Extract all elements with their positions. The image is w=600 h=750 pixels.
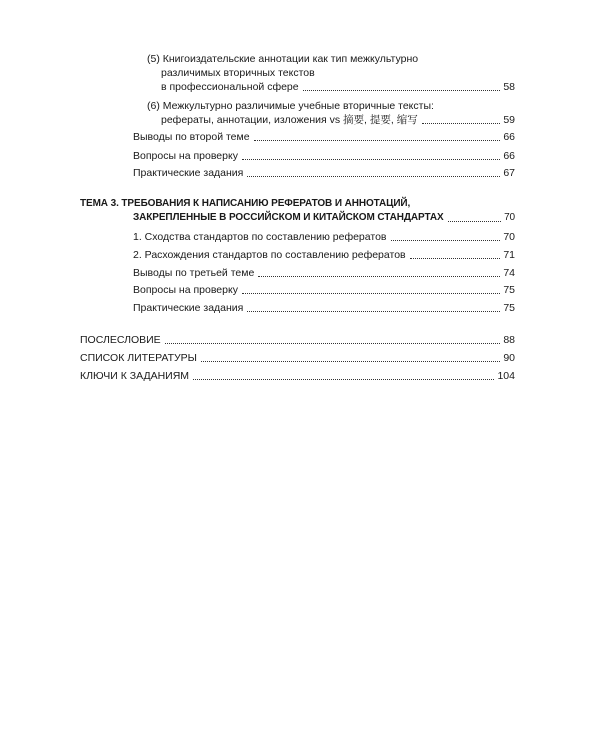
- entry-text: Практические задания: [133, 167, 244, 179]
- toc-item5-line1: (5) Книгоиздательские аннотации как тип межкультурно: [147, 53, 419, 65]
- entry-text: СПИСОК ЛИТЕРАТУРЫ: [80, 352, 197, 364]
- toc-item6-line2: рефераты, аннотации, изложения vs 摘要, 提要, 缩写: [161, 114, 418, 126]
- toc-answer-keys[interactable]: [80, 369, 515, 383]
- page-number: 75: [503, 302, 515, 314]
- page-number: 66: [503, 131, 515, 143]
- toc-item5-line3: в профессиональной сфере: [161, 81, 299, 93]
- page-number: 88: [503, 334, 515, 346]
- dot-leader: [247, 176, 500, 177]
- dot-leader: [242, 293, 500, 294]
- toc-theme3-questions[interactable]: [133, 283, 515, 297]
- page-number: 66: [503, 150, 515, 162]
- entry-text: Вопросы на проверку: [133, 150, 238, 162]
- dot-leader: [303, 90, 501, 91]
- toc-theme3-heading[interactable]: [133, 211, 515, 225]
- dot-leader: [254, 140, 501, 141]
- page-number: 71: [503, 249, 515, 261]
- dot-leader: [391, 240, 501, 241]
- toc-theme3-conclusions[interactable]: [133, 266, 515, 280]
- page-number: 67: [503, 167, 515, 179]
- toc-item6-entry[interactable]: [161, 113, 515, 127]
- entry-text: 1. Сходства стандартов по составлению рефератов: [133, 231, 387, 243]
- toc-theme3-item1[interactable]: [133, 230, 515, 244]
- entry-text: Выводы по второй теме: [133, 131, 250, 143]
- page-number: 74: [503, 267, 515, 279]
- entry-text: Вопросы на проверку: [133, 284, 238, 296]
- page-number: 59: [503, 114, 515, 126]
- dot-leader: [247, 311, 500, 312]
- entry-text: КЛЮЧИ К ЗАДАНИЯМ: [80, 370, 190, 382]
- page-number: 58: [503, 81, 515, 93]
- page-number: 75: [503, 284, 515, 296]
- page-number: 70: [504, 212, 515, 223]
- entry-text: ЗАКРЕПЛЕННЫЕ В РОССИЙСКОМ И КИТАЙСКОМ СТАНДАРТАХ: [133, 212, 444, 223]
- entry-text: Выводы по третьей теме: [133, 267, 255, 279]
- dot-leader: [201, 361, 500, 362]
- toc-theme3-item2[interactable]: [133, 248, 515, 262]
- page-number: 90: [503, 352, 515, 364]
- toc-theme2-questions[interactable]: [133, 149, 515, 163]
- entry-text: ПОСЛЕСЛОВИЕ: [80, 334, 161, 346]
- dot-leader: [193, 379, 494, 380]
- dot-leader: [165, 343, 501, 344]
- toc-afterword[interactable]: [80, 333, 515, 347]
- dot-leader: [410, 258, 501, 259]
- toc-theme3-tasks[interactable]: [133, 301, 515, 315]
- toc-theme2-tasks[interactable]: [133, 166, 515, 180]
- dot-leader: [422, 123, 501, 124]
- entry-text: Практические задания: [133, 302, 244, 314]
- page-number: 70: [503, 231, 515, 243]
- dot-leader: [258, 276, 500, 277]
- dot-leader: [448, 221, 502, 222]
- toc-theme2-conclusions[interactable]: [133, 130, 515, 144]
- toc-item5-entry[interactable]: [161, 80, 515, 94]
- dot-leader: [242, 159, 500, 160]
- toc-item6-line1: (6) Межкультурно различимые учебные вторичные тексты:: [147, 100, 434, 112]
- entry-text: 2. Расхождения стандартов по составлению рефератов: [133, 249, 406, 261]
- toc-item5-line2: различимых вторичных текстов: [161, 67, 315, 79]
- toc-references[interactable]: [80, 351, 515, 365]
- page-number: 104: [497, 370, 515, 382]
- toc-theme3-heading-line1: ТЕМА 3. ТРЕБОВАНИЯ К НАПИСАНИЮ РЕФЕРАТОВ И АННОТАЦИЙ,: [80, 198, 411, 209]
